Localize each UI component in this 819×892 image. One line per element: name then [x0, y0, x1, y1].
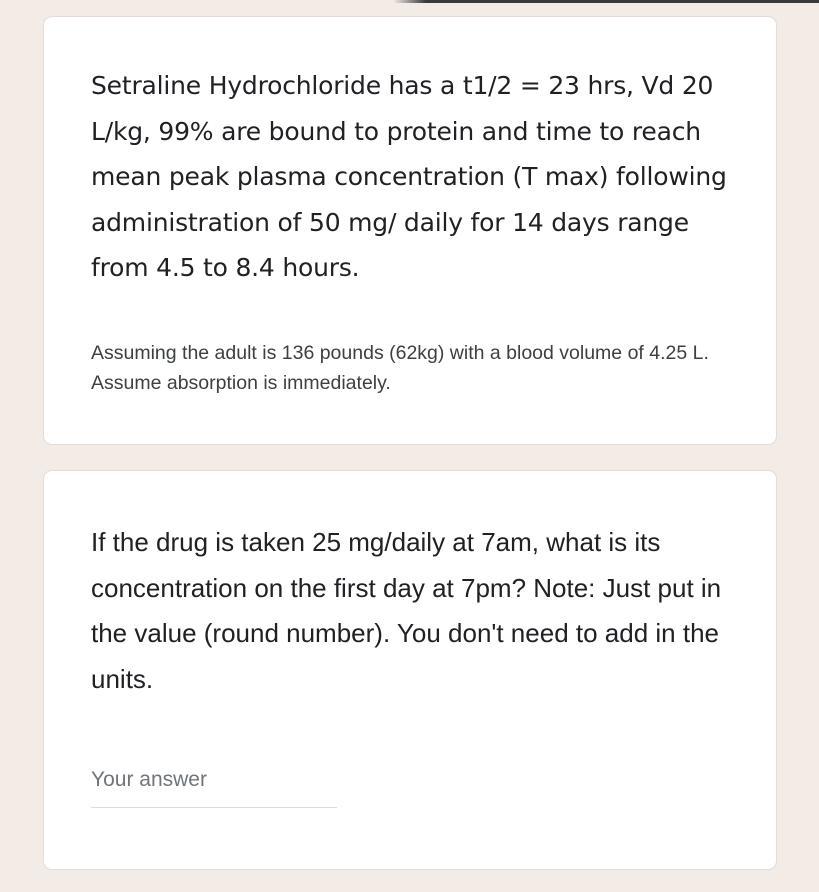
answer-field [91, 763, 337, 808]
question-card-answer [43, 470, 777, 870]
top-edge-line [0, 0, 819, 3]
question-card-info [43, 16, 777, 445]
question-description: Assuming the adult is 136 pounds (62kg) with a blood volume of 4.25 L. Assume absorption is immediately. [91, 342, 709, 394]
question-title: Setraline Hydrochloride has a t1/2 = 23 hrs, Vd 20 L/kg, 99% are bound to protein and time to reach mean peak plasma concentration (T max) following administration of 50 mg/ daily for 14 days range from 4.5 to 8.4 hours. [91, 71, 727, 282]
question-text: If the drug is taken 25 mg/daily at 7am, what is its concentration on the first day at 7pm? Note: Just put in the value (round number). You don't need to add in the units. [91, 527, 722, 694]
answer-input[interactable] [91, 763, 337, 797]
